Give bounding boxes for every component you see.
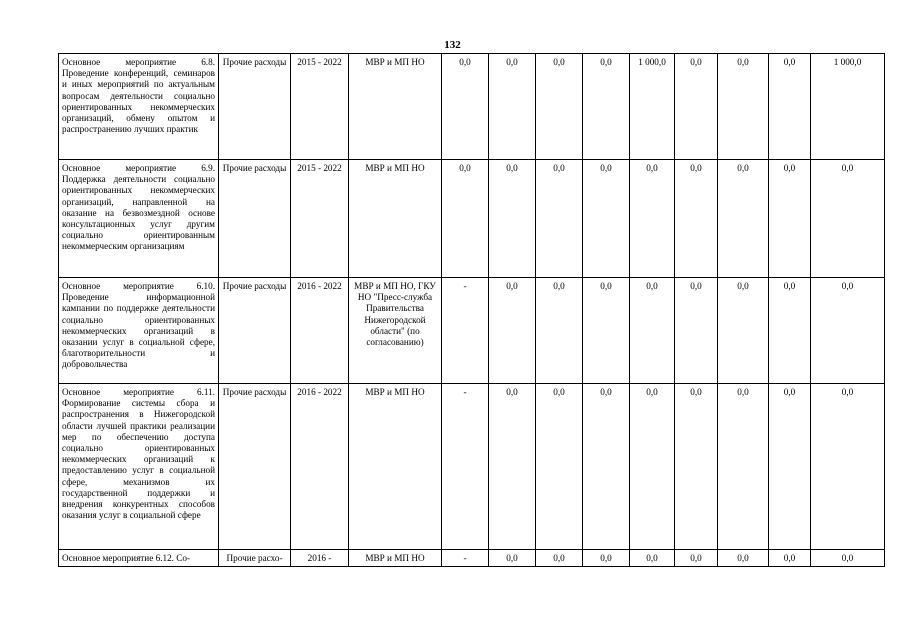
- value-cell: 0,0: [811, 550, 885, 567]
- value-cell: 0,0: [675, 550, 718, 567]
- value-cell: 0,0: [489, 160, 536, 278]
- value-cell: 0,0: [630, 384, 675, 550]
- expense-type-cell: Прочие расходы: [219, 384, 291, 550]
- table-row: [59, 278, 885, 384]
- expense-type-cell: Прочие расходы: [219, 278, 291, 384]
- value-cell: 0,0: [536, 550, 583, 567]
- value-cell: 0,0: [769, 54, 811, 160]
- years-cell: 2015 - 2022: [291, 160, 349, 278]
- budget-table: [58, 53, 885, 567]
- value-cell: 0,0: [718, 278, 769, 384]
- value-cell: 0,0: [769, 160, 811, 278]
- value-cell: 0,0: [489, 550, 536, 567]
- activity-name-cell: Основное мероприятие 6.10. Проведение информационной кампании по поддержке деятельности социально ориентированных некоммерческих организаций в оказании услуг в социальной сфере, благотворительности и добровольчества: [59, 278, 219, 384]
- value-cell: -: [442, 550, 489, 567]
- value-cell: 0,0: [630, 160, 675, 278]
- value-cell: 0,0: [718, 160, 769, 278]
- value-cell: 0,0: [718, 384, 769, 550]
- executor-cell: МВР и МП НО: [349, 384, 442, 550]
- expense-type-cell: Прочие расходы: [219, 160, 291, 278]
- value-cell: 0,0: [675, 384, 718, 550]
- value-cell: 1 000,0: [630, 54, 675, 160]
- value-cell: 0,0: [489, 278, 536, 384]
- activity-name-cell: Основное мероприятие 6.12. Со-: [59, 550, 219, 567]
- years-cell: 2016 - 2022: [291, 384, 349, 550]
- executor-cell: МВР и МП НО, ГКУ НО "Пресс-служба Правительства Нижегородской области" (по согласованию): [349, 278, 442, 384]
- table-row: [59, 384, 885, 550]
- value-cell: -: [442, 384, 489, 550]
- expense-type-cell: Прочие расходы: [219, 54, 291, 160]
- expense-type-cell: Прочие расхо-: [219, 550, 291, 567]
- activity-name-cell: Основное мероприятие 6.11. Формирование системы сбора и распространения в Нижегородской области лучшей практики реализации мер по обеспечению доступа социально ориентированных некоммерческих организаций к предоставлению услуг в социальной сфере, механизмов их государственной поддержки и внедрения конкурентных способов оказания услуг в социальной сфере: [59, 384, 219, 550]
- value-cell: 0,0: [718, 54, 769, 160]
- value-cell: 0,0: [675, 54, 718, 160]
- years-cell: 2016 - 2022: [291, 278, 349, 384]
- activity-name-cell: Основное мероприятие 6.9. Поддержка деятельности социально ориентированных некоммерческих организаций, направленной на оказание на безвозмездной основе консультационных услуг другим социально ориентированным некоммерческим организациям: [59, 160, 219, 278]
- years-cell: 2015 - 2022: [291, 54, 349, 160]
- value-cell: 0,0: [536, 384, 583, 550]
- value-cell: 0,0: [583, 384, 630, 550]
- executor-cell: МВР и МП НО: [349, 160, 442, 278]
- activity-name-cell: Основное мероприятие 6.8. Проведение конференций, семинаров и иных мероприятий по актуальным вопросам деятельности социально ориентированных некоммерческих организаций, обмену опытом и распространению лучших практик: [59, 54, 219, 160]
- page-number: 132: [444, 39, 461, 51]
- executor-cell: МВР и МП НО: [349, 550, 442, 567]
- value-cell: 0,0: [811, 384, 885, 550]
- value-cell: 0,0: [442, 54, 489, 160]
- value-cell: 0,0: [583, 550, 630, 567]
- value-cell: 0,0: [718, 550, 769, 567]
- value-cell: 0,0: [583, 160, 630, 278]
- value-cell: 0,0: [536, 54, 583, 160]
- value-cell: 0,0: [536, 278, 583, 384]
- value-cell: 0,0: [630, 278, 675, 384]
- value-cell: -: [442, 278, 489, 384]
- value-cell: 0,0: [583, 54, 630, 160]
- value-cell: 0,0: [811, 278, 885, 384]
- value-cell: 0,0: [675, 160, 718, 278]
- value-cell: 1 000,0: [811, 54, 885, 160]
- value-cell: 0,0: [811, 160, 885, 278]
- value-cell: 0,0: [489, 384, 536, 550]
- value-cell: 0,0: [442, 160, 489, 278]
- value-cell: 0,0: [675, 278, 718, 384]
- value-cell: 0,0: [630, 550, 675, 567]
- value-cell: 0,0: [536, 160, 583, 278]
- value-cell: 0,0: [489, 54, 536, 160]
- value-cell: 0,0: [769, 384, 811, 550]
- value-cell: 0,0: [769, 550, 811, 567]
- value-cell: 0,0: [583, 278, 630, 384]
- years-cell: 2016 -: [291, 550, 349, 567]
- executor-cell: МВР и МП НО: [349, 54, 442, 160]
- value-cell: 0,0: [769, 278, 811, 384]
- table-row: [59, 550, 885, 567]
- table-row: [59, 54, 885, 160]
- table-row: [59, 160, 885, 278]
